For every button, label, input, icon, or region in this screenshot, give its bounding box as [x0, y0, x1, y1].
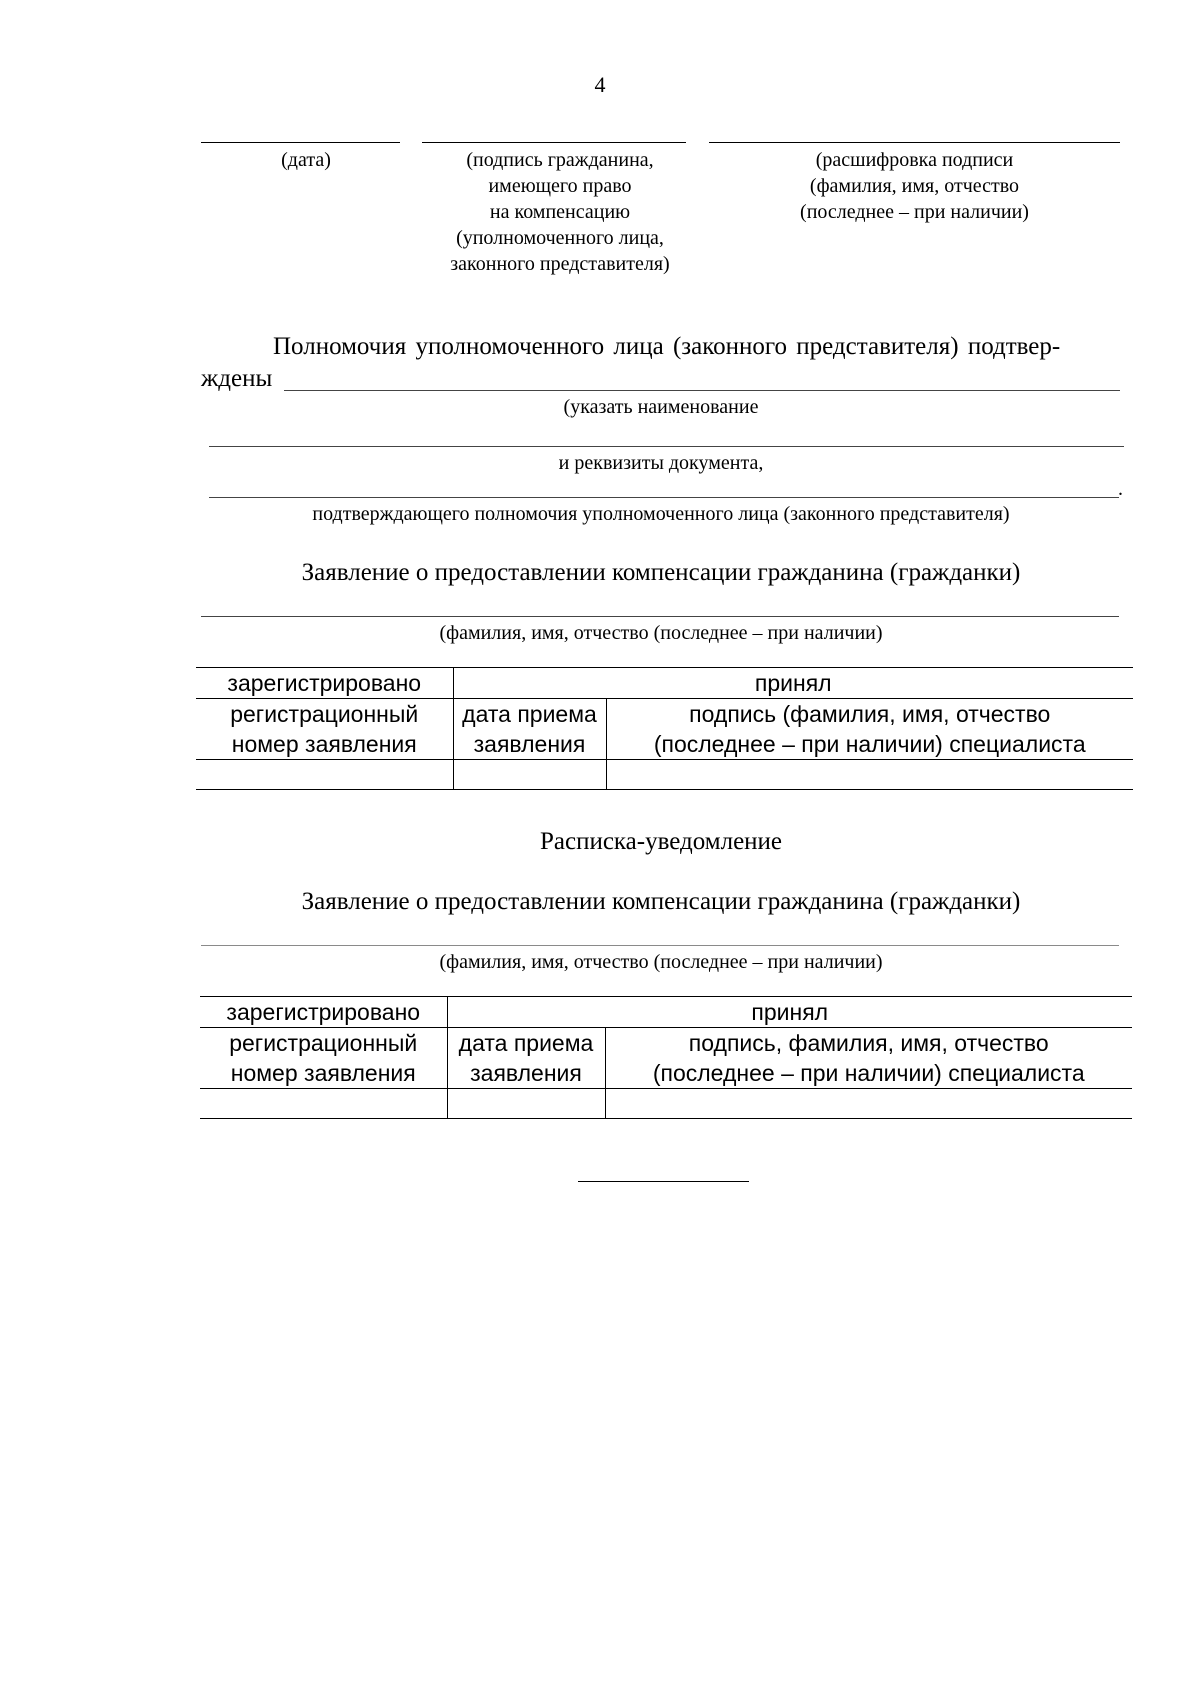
- decryption-label: (расшифровка подписи (фамилия, имя, отчество (последнее – при наличии): [800, 149, 1029, 223]
- authority-hint-3: подтверждающего полномочия уполномоченного лица (законного представителя): [312, 503, 1010, 525]
- application-name-line: [201, 616, 1119, 617]
- decryption-line: [709, 142, 1120, 143]
- closing-rule: [578, 1181, 749, 1182]
- authority-fill-line-3: [209, 497, 1119, 498]
- specialist-signature-cell[interactable]: [605, 1089, 1132, 1119]
- authority-line2-prefix: ждены: [201, 365, 273, 392]
- application-registration-table: [196, 667, 1133, 790]
- accepted-header: принял: [453, 668, 1133, 699]
- reg-number-cell[interactable]: [200, 1089, 447, 1119]
- specialist-signature-header: подпись, фамилия, имя, отчество (последнее – при наличии) специалиста: [605, 1028, 1132, 1089]
- reg-number-header: регистрационный номер заявления: [196, 699, 453, 760]
- specialist-signature-header: подпись (фамилия, имя, отчество (последнее – при наличии) специалиста: [606, 699, 1133, 760]
- accept-date-header: дата приема заявления: [453, 699, 606, 760]
- receipt-name-line: [201, 945, 1119, 946]
- authority-hint-2: и реквизиты документа,: [558, 452, 764, 474]
- authority-fill-line-1: [284, 390, 1120, 391]
- receipt-name-hint: (фамилия, имя, отчество (последнее – при наличии): [439, 951, 883, 973]
- authority-fill-line-2: [209, 446, 1124, 447]
- accept-date-cell[interactable]: [447, 1089, 605, 1119]
- reg-number-cell[interactable]: [196, 760, 453, 790]
- registered-header: зарегистрировано: [196, 668, 453, 699]
- application-name-hint: (фамилия, имя, отчество (последнее – при наличии): [439, 622, 883, 644]
- authority-end-mark: .: [1118, 478, 1123, 500]
- signature-line: [422, 142, 686, 143]
- signature-label: (подпись гражданина, имеющего право на компенсацию (уполномоченного лица, законного представителя): [450, 149, 670, 275]
- receipt-title: Заявление о предоставлении компенсации гражданина (гражданки): [301, 888, 1021, 915]
- date-label: (дата): [281, 149, 331, 171]
- authority-hint-1: (указать наименование: [563, 396, 759, 418]
- application-title: Заявление о предоставлении компенсации гражданина (гражданки): [301, 559, 1021, 586]
- accepted-header: принял: [447, 997, 1132, 1028]
- accept-date-header: дата приема заявления: [447, 1028, 605, 1089]
- reg-number-header: регистрационный номер заявления: [200, 1028, 447, 1089]
- accept-date-cell[interactable]: [453, 760, 606, 790]
- date-line: [201, 142, 400, 143]
- receipt-heading: Расписка-уведомление: [539, 828, 783, 855]
- page-number: 4: [594, 72, 606, 97]
- receipt-registration-table: [200, 996, 1132, 1119]
- authority-line1: Полномочия уполномоченного лица (законного представителя) подтвер-: [273, 333, 1061, 360]
- specialist-signature-cell[interactable]: [606, 760, 1133, 790]
- registered-header: зарегистрировано: [200, 997, 447, 1028]
